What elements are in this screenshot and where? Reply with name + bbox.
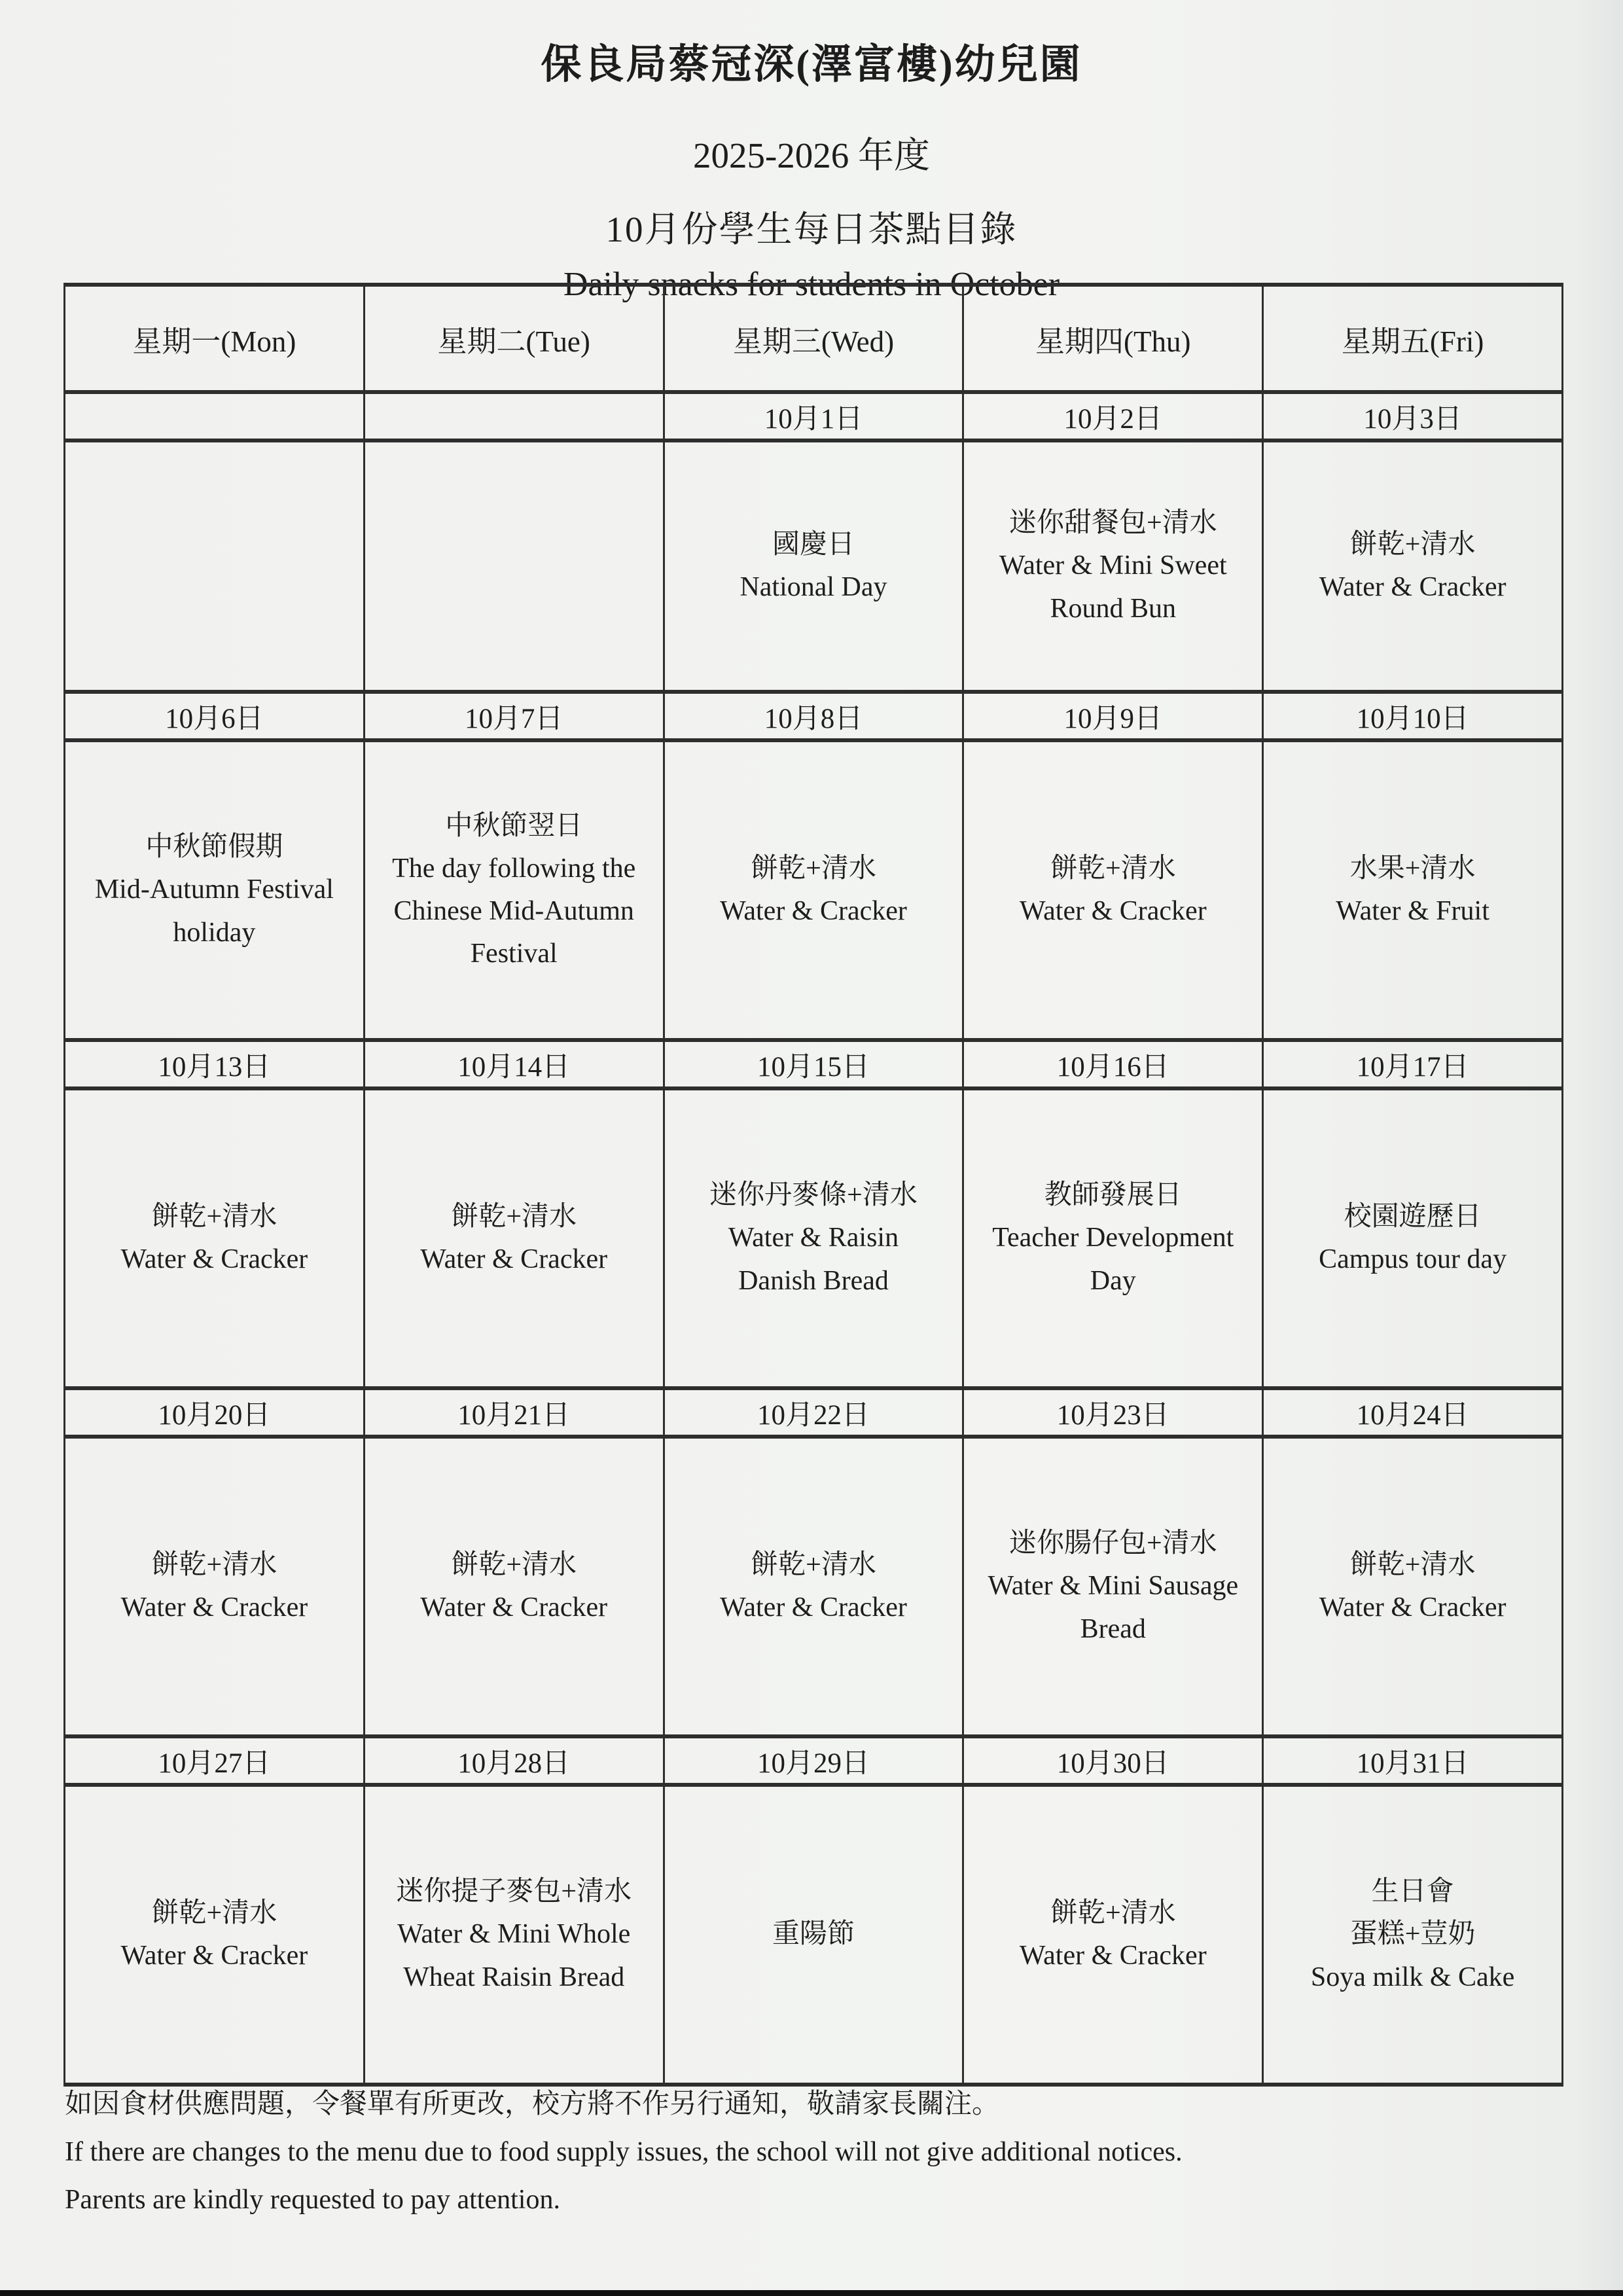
menu-cell-line: 迷你腸仔包+清水 xyxy=(1008,1528,1217,1559)
menu-cell-line: 中秋節假期 xyxy=(145,832,283,863)
menu-cell-line: 重陽節 xyxy=(772,1919,855,1950)
date-cell: 10月23日 xyxy=(963,1388,1263,1437)
menu-cell-line: Danish Bread xyxy=(738,1265,889,1296)
date-cell: 10月9日 xyxy=(963,692,1263,740)
menu-cell xyxy=(364,1437,664,1736)
date-cell: 10月27日 xyxy=(65,1736,365,1785)
date-row xyxy=(65,1040,1563,1088)
menu-cell xyxy=(1263,740,1563,1040)
menu-cell-line: 餅乾+清水 xyxy=(1349,529,1476,560)
document-header xyxy=(0,0,1623,304)
menu-cell-line: 餅乾+清水 xyxy=(151,1897,277,1928)
menu-cell xyxy=(65,1437,365,1736)
menu-cell-line: Water & Cracker xyxy=(1019,1941,1207,1971)
footer-note-en1: If there are changes to the menu due to food supply issues, the school will not give additional notices. xyxy=(65,2137,1183,2168)
date-cell: 10月3日 xyxy=(1263,392,1563,440)
menu-cell-line: Festival xyxy=(470,939,558,969)
date-cell: 10月14日 xyxy=(364,1040,664,1088)
school-name: 保良局蔡冠深(澤富樓)幼兒園 xyxy=(541,43,1082,87)
date-cell: 10月2日 xyxy=(963,392,1263,440)
date-cell xyxy=(364,392,664,440)
scanner-edge-artifact xyxy=(0,2290,1623,2296)
menu-cell-line: 迷你甜餐包+清水 xyxy=(1008,508,1217,539)
menu-cell-line: 餅乾+清水 xyxy=(151,1201,277,1232)
menu-cell-line: 迷你提子麥包+清水 xyxy=(396,1876,632,1907)
date-cell: 10月17日 xyxy=(1263,1040,1563,1088)
date-cell: 10月20日 xyxy=(65,1388,365,1437)
menu-cell-line: Bread xyxy=(1080,1613,1146,1644)
date-row xyxy=(65,1736,1563,1785)
menu-cell-line: Water & Cracker xyxy=(420,1592,608,1623)
menu-cell-line: Mid-Autumn Festival xyxy=(94,874,334,905)
date-cell: 10月8日 xyxy=(664,692,963,740)
menu-cell-line: Water & Cracker xyxy=(1319,572,1507,602)
menu-cell xyxy=(664,1088,963,1388)
menu-cell xyxy=(364,1088,664,1388)
date-cell: 10月21日 xyxy=(364,1388,664,1437)
footer-notes xyxy=(65,2089,1570,2233)
date-row xyxy=(65,392,1563,440)
date-cell: 10月22日 xyxy=(664,1388,963,1437)
menu-cell-line: Water & Cracker xyxy=(420,1244,608,1274)
menu-cell-line: 餅乾+清水 xyxy=(451,1549,577,1580)
menu-cell xyxy=(664,440,963,692)
menu-cell-line: Chinese Mid-Autumn xyxy=(393,896,634,926)
day-header-cell: 星期三(Wed) xyxy=(664,285,963,392)
menu-cell-line: Campus tour day xyxy=(1319,1244,1507,1274)
date-cell: 10月7日 xyxy=(364,692,664,740)
snack-menu-table-body xyxy=(65,285,1563,2085)
menu-cell-line: Water & Mini Sausage xyxy=(988,1571,1239,1602)
menu-cell-line: 餅乾+清水 xyxy=(1349,1549,1476,1580)
menu-cell-line: 蛋糕+荳奶 xyxy=(1349,1919,1476,1950)
menu-cell-line: 水果+清水 xyxy=(1349,853,1476,884)
menu-cell-line: 餅乾+清水 xyxy=(751,1549,876,1580)
menu-cell-line: Round Bun xyxy=(1050,593,1177,624)
day-header-cell: 星期二(Tue) xyxy=(364,285,664,392)
menu-cell xyxy=(1263,440,1563,692)
menu-row xyxy=(65,1437,1563,1736)
menu-cell xyxy=(1263,1437,1563,1736)
menu-cell-line: Water & Cracker xyxy=(720,896,907,926)
menu-cell xyxy=(364,440,664,692)
menu-cell-line: 餅乾+清水 xyxy=(1050,853,1176,884)
date-cell: 10月1日 xyxy=(664,392,963,440)
menu-cell xyxy=(1263,1785,1563,2085)
menu-cell xyxy=(364,1785,664,2085)
menu-cell-line: Water & Cracker xyxy=(1319,1592,1507,1623)
date-row xyxy=(65,692,1563,740)
menu-cell-line: 中秋節翌日 xyxy=(445,810,583,841)
menu-cell-line: National Day xyxy=(740,572,887,602)
menu-cell xyxy=(664,1785,963,2085)
menu-cell-line: 餅乾+清水 xyxy=(1050,1897,1176,1928)
menu-cell xyxy=(65,440,365,692)
menu-cell-line: Water & Cracker xyxy=(1019,896,1207,926)
menu-cell-line: Water & Cracker xyxy=(120,1592,308,1623)
menu-cell-line: 餅乾+清水 xyxy=(751,853,876,884)
date-cell: 10月30日 xyxy=(963,1736,1263,1785)
snack-menu-table xyxy=(63,283,1563,2087)
menu-cell-line: Water & Cracker xyxy=(120,1244,308,1274)
menu-cell xyxy=(664,740,963,1040)
date-cell: 10月15日 xyxy=(664,1040,963,1088)
menu-row xyxy=(65,1785,1563,2085)
menu-cell-line: Water & Cracker xyxy=(720,1592,907,1623)
menu-cell-line: Water & Raisin xyxy=(728,1223,899,1253)
date-cell: 10月29日 xyxy=(664,1736,963,1785)
menu-cell xyxy=(65,1088,365,1388)
menu-cell xyxy=(963,740,1263,1040)
menu-cell xyxy=(664,1437,963,1736)
date-cell: 10月31日 xyxy=(1263,1736,1563,1785)
menu-cell xyxy=(963,1088,1263,1388)
menu-cell-line: 教師發展日 xyxy=(1044,1180,1182,1211)
menu-cell xyxy=(963,1785,1263,2085)
menu-cell-line: Water & Cracker xyxy=(120,1941,308,1971)
footer-note-en2: Parents are kindly requested to pay attention. xyxy=(65,2185,560,2215)
menu-cell-line: 餅乾+清水 xyxy=(451,1201,577,1232)
menu-cell-line: 國慶日 xyxy=(772,529,855,560)
footer-note-zh: 如因食材供應問題，令餐單有所更改，校方將不作另行通知，敬請家長關注。 xyxy=(65,2089,1000,2119)
menu-cell-line: Day xyxy=(1090,1265,1136,1296)
menu-cell xyxy=(65,1785,365,2085)
menu-title-zh: 10月份學生每日茶點目錄 xyxy=(605,209,1018,250)
menu-cell xyxy=(963,1437,1263,1736)
day-header-cell: 星期五(Fri) xyxy=(1263,285,1563,392)
school-year: 2025-2026 年度 xyxy=(692,135,931,176)
menu-cell xyxy=(364,740,664,1040)
date-cell: 10月28日 xyxy=(364,1736,664,1785)
menu-cell-line: Water & Mini Whole xyxy=(397,1919,631,1950)
weekday-header-row xyxy=(65,285,1563,392)
date-cell: 10月10日 xyxy=(1263,692,1563,740)
date-cell: 10月13日 xyxy=(65,1040,365,1088)
date-cell: 10月16日 xyxy=(963,1040,1263,1088)
menu-cell xyxy=(963,440,1263,692)
menu-cell-line: Wheat Raisin Bread xyxy=(403,1962,625,1992)
menu-cell-line: 校園遊歷日 xyxy=(1344,1201,1482,1232)
menu-row xyxy=(65,740,1563,1040)
day-header-cell: 星期一(Mon) xyxy=(65,285,365,392)
menu-row xyxy=(65,1088,1563,1388)
menu-row xyxy=(65,440,1563,692)
menu-cell-line: Teacher Development xyxy=(992,1223,1234,1253)
menu-cell xyxy=(1263,1088,1563,1388)
menu-cell-line: The day following the xyxy=(392,853,636,884)
menu-cell-line: Water & Fruit xyxy=(1336,896,1489,926)
menu-cell-line: 餅乾+清水 xyxy=(151,1549,277,1580)
day-header-cell: 星期四(Thu) xyxy=(963,285,1263,392)
date-cell: 10月24日 xyxy=(1263,1388,1563,1437)
date-cell: 10月6日 xyxy=(65,692,365,740)
menu-cell-line: holiday xyxy=(173,917,256,948)
menu-cell-line: Soya milk & Cake xyxy=(1310,1962,1515,1992)
date-row xyxy=(65,1388,1563,1437)
menu-cell-line: 生日會 xyxy=(1371,1876,1454,1907)
date-cell xyxy=(65,392,365,440)
menu-title-en: Daily snacks for students in October xyxy=(563,266,1060,304)
menu-cell-line: Water & Mini Sweet xyxy=(999,550,1227,581)
menu-cell-line: 迷你丹麥條+清水 xyxy=(709,1180,918,1211)
menu-cell xyxy=(65,740,365,1040)
